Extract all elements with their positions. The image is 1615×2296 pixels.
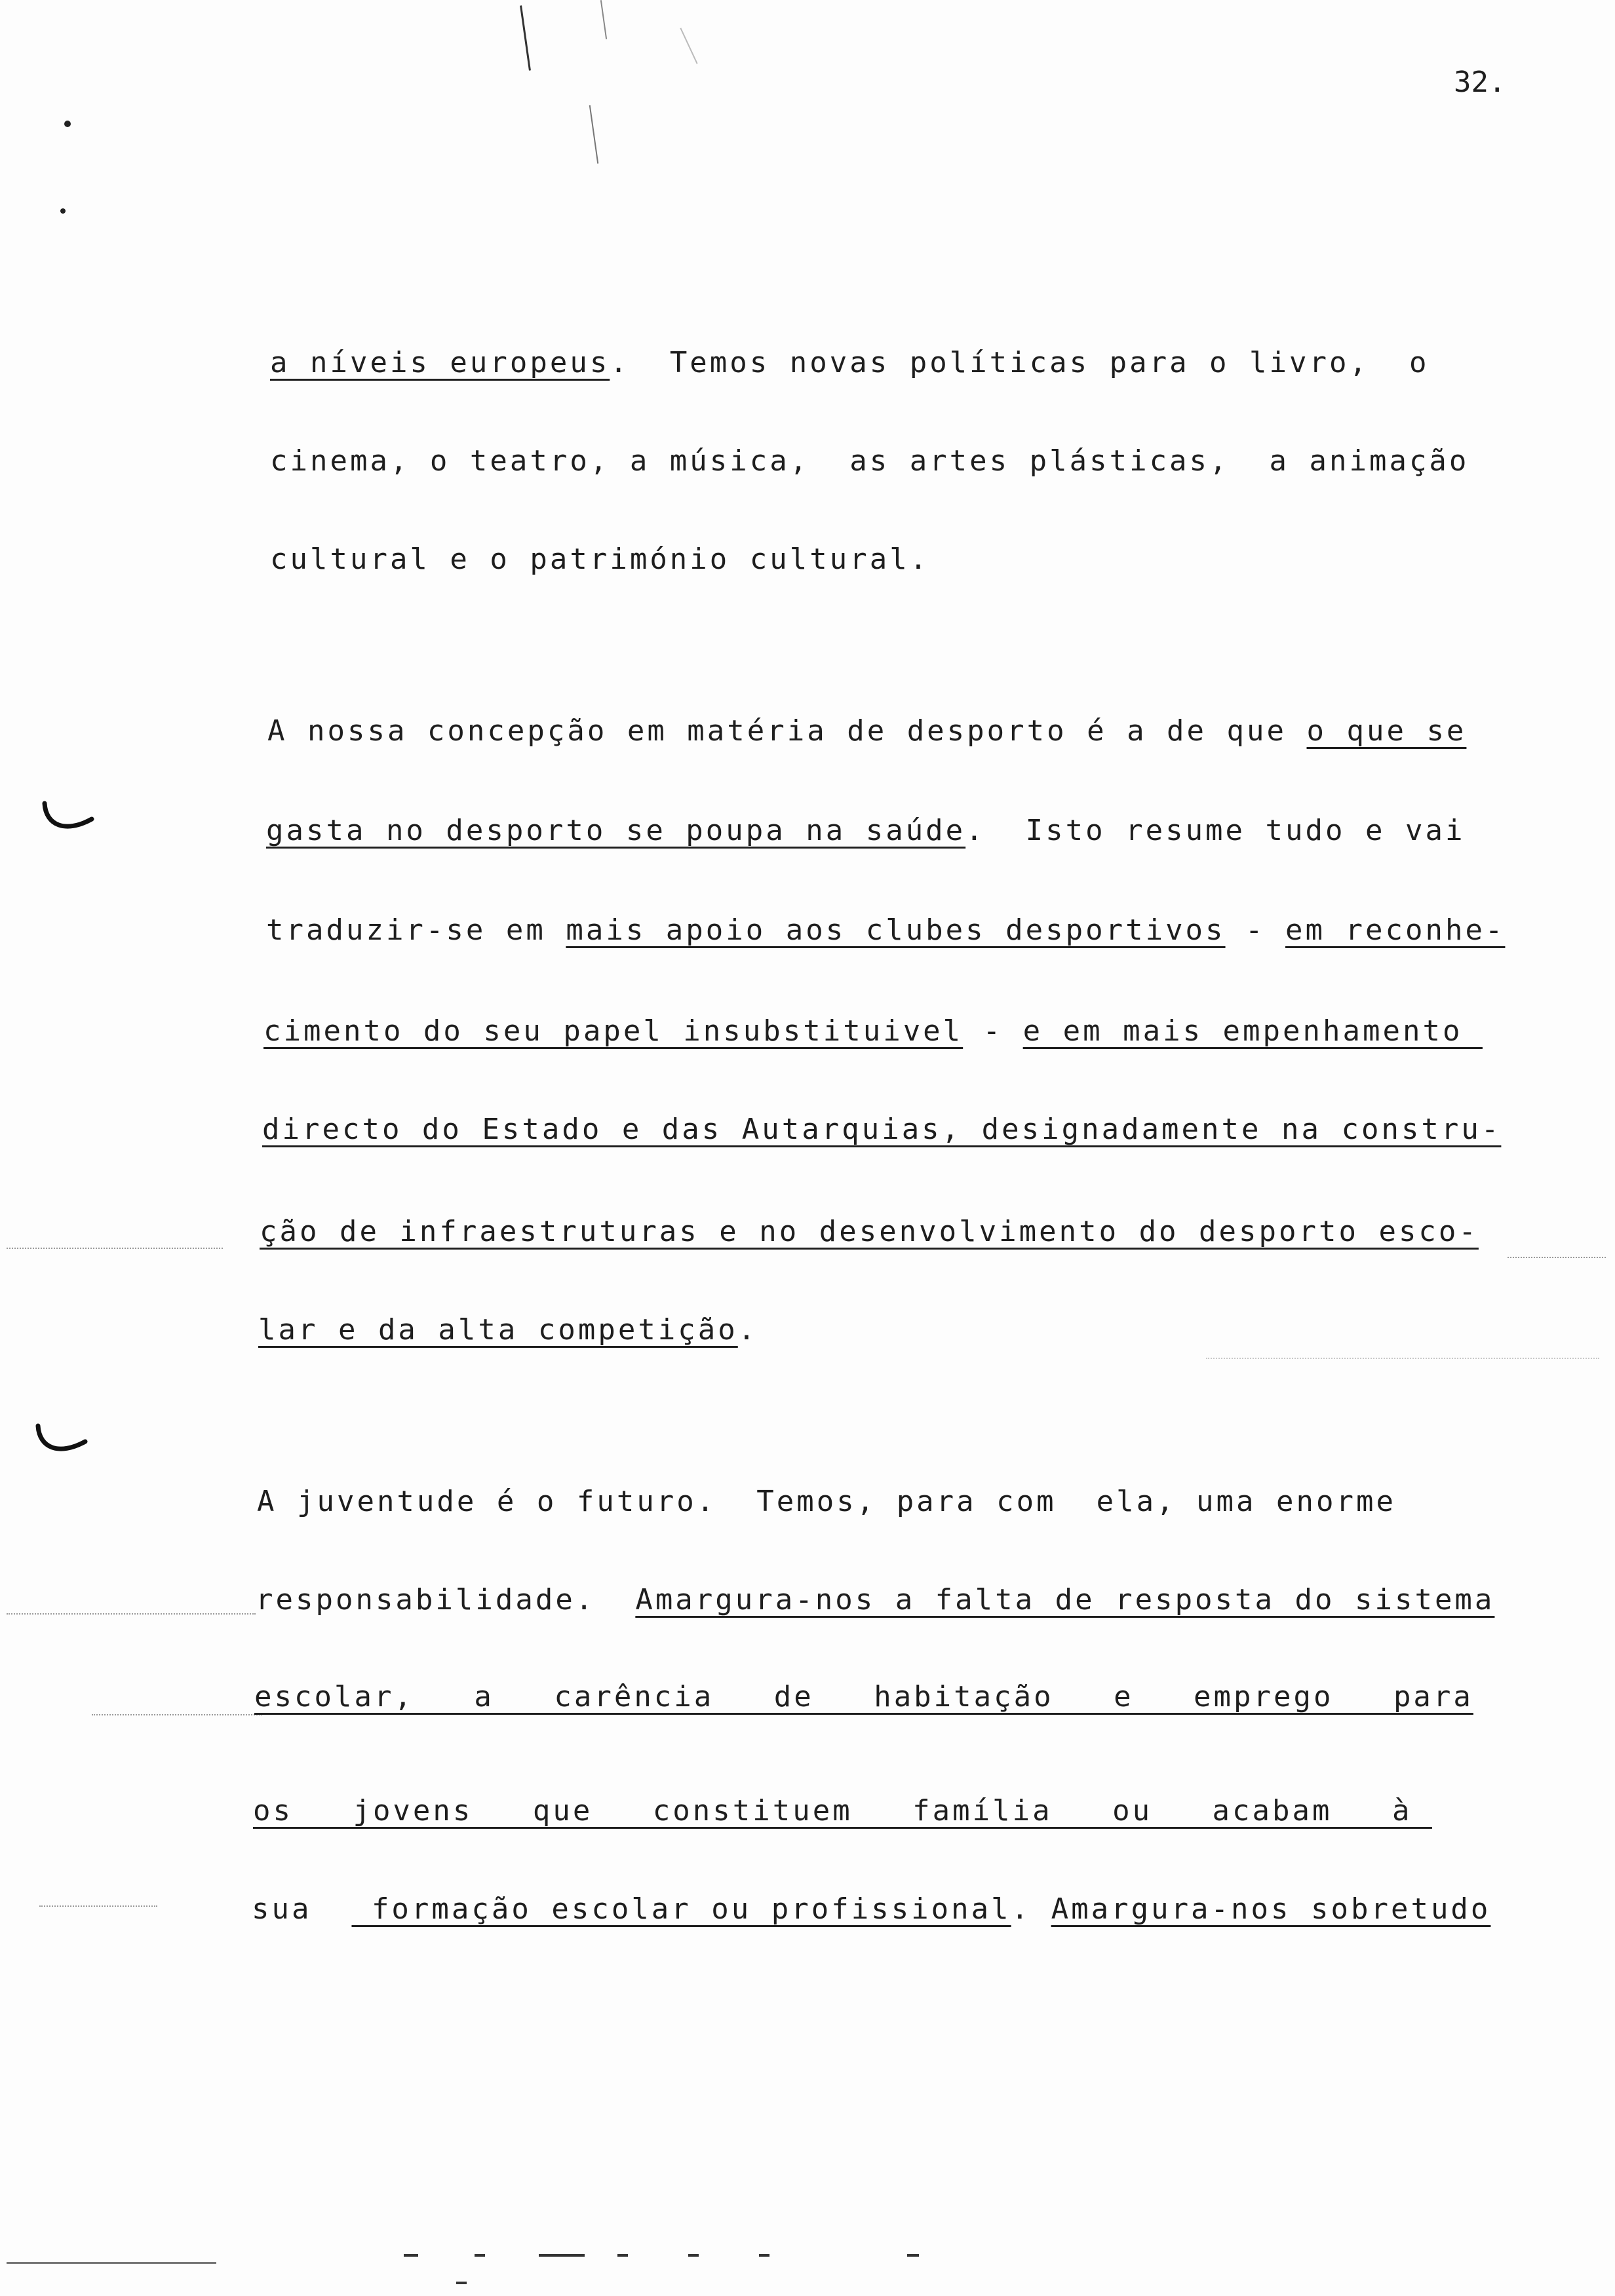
underlined-text: formação escolar ou profissional — [351, 1892, 1011, 1926]
scan-line — [92, 1714, 262, 1715]
scan-mark — [520, 5, 531, 70]
scan-line — [7, 1248, 223, 1249]
footer-dash — [404, 2254, 418, 2257]
underlined-text: o que se — [1306, 714, 1467, 748]
footer-dash — [759, 2254, 769, 2257]
text-line — [256, 1580, 1501, 1620]
text-line — [252, 1890, 1497, 1929]
scan-mark — [680, 28, 697, 64]
text-line — [254, 1677, 1500, 1717]
text-line — [262, 1110, 1508, 1149]
page-number: 32. — [1454, 66, 1506, 99]
underlined-text: lar e da alta competição — [258, 1313, 738, 1347]
underlined-text: e em mais empenhamento — [1022, 1014, 1483, 1048]
text-line — [266, 811, 1511, 851]
footer-dash — [456, 2282, 467, 2284]
footer-dash — [7, 2262, 216, 2264]
scan-line — [39, 1905, 157, 1907]
punch-mark — [60, 208, 66, 214]
text-segment: - — [963, 1014, 1023, 1048]
text-segment: cinema, o teatro, a música, as artes plásticas, a animação — [270, 444, 1469, 478]
punch-mark — [64, 121, 71, 127]
scan-line — [1206, 1358, 1599, 1359]
underlined-text: cimento do seu papel insubstituivel — [263, 1014, 963, 1048]
underlined-text: mais apoio aos clubes desportivos — [566, 913, 1226, 947]
text-line — [270, 343, 1515, 383]
underlined-text: Amargura-nos sobretudo — [1051, 1892, 1491, 1926]
text-segment: . — [737, 1313, 758, 1347]
text-line — [267, 712, 1513, 751]
text-segment: . Temos novas políticas para o livro, o — [610, 346, 1430, 379]
text-segment: cultural e o património cultural. — [270, 543, 930, 576]
text-line — [257, 1482, 1502, 1521]
text-segment: sua — [252, 1892, 352, 1926]
text-line — [260, 1212, 1505, 1252]
text-line — [270, 442, 1515, 481]
text-line — [270, 540, 1515, 579]
underlined-text: a níveis europeus — [270, 346, 610, 379]
footer-dash — [688, 2254, 699, 2257]
text-line — [253, 1791, 1498, 1831]
text-segment: A juventude é o futuro. Temos, para com ela, uma enorme — [257, 1485, 1396, 1518]
text-line — [263, 1012, 1509, 1051]
underlined-text: os jovens que constituem família ou acabam à — [253, 1794, 1432, 1827]
margin-check-mark — [33, 1422, 92, 1461]
margin-check-mark — [39, 799, 98, 839]
text-line — [266, 911, 1511, 950]
scan-mark — [600, 0, 607, 39]
text-segment: - — [1225, 913, 1286, 947]
underlined-text: escolar, a carência de habitação e emprego para — [254, 1680, 1473, 1713]
text-segment: responsabilidade. — [256, 1583, 636, 1617]
underlined-text: gasta no desporto se poupa na saúde — [266, 814, 966, 847]
footer-dash — [907, 2254, 919, 2257]
text-segment: traduzir-se em — [266, 913, 566, 947]
text-line — [258, 1311, 1504, 1350]
footer-dash — [539, 2254, 585, 2257]
underlined-text: ção de infraestruturas e no desenvolvimento do desporto esco- — [260, 1215, 1479, 1248]
text-segment: . — [1011, 1892, 1051, 1926]
text-segment: A nossa concepção em matéria de desporto é a de que — [267, 714, 1307, 748]
scan-line — [7, 1613, 256, 1615]
scan-mark — [589, 105, 599, 163]
footer-dash — [617, 2254, 628, 2257]
underlined-text: em reconhe- — [1285, 913, 1506, 947]
underlined-text: directo do Estado e das Autarquias, designadamente na constru- — [262, 1113, 1502, 1146]
scan-line — [1508, 1257, 1606, 1258]
underlined-text: Amargura-nos a falta de resposta do sistema — [635, 1583, 1495, 1617]
text-segment: . Isto resume tudo e vai — [965, 814, 1466, 847]
footer-dash — [475, 2254, 485, 2257]
